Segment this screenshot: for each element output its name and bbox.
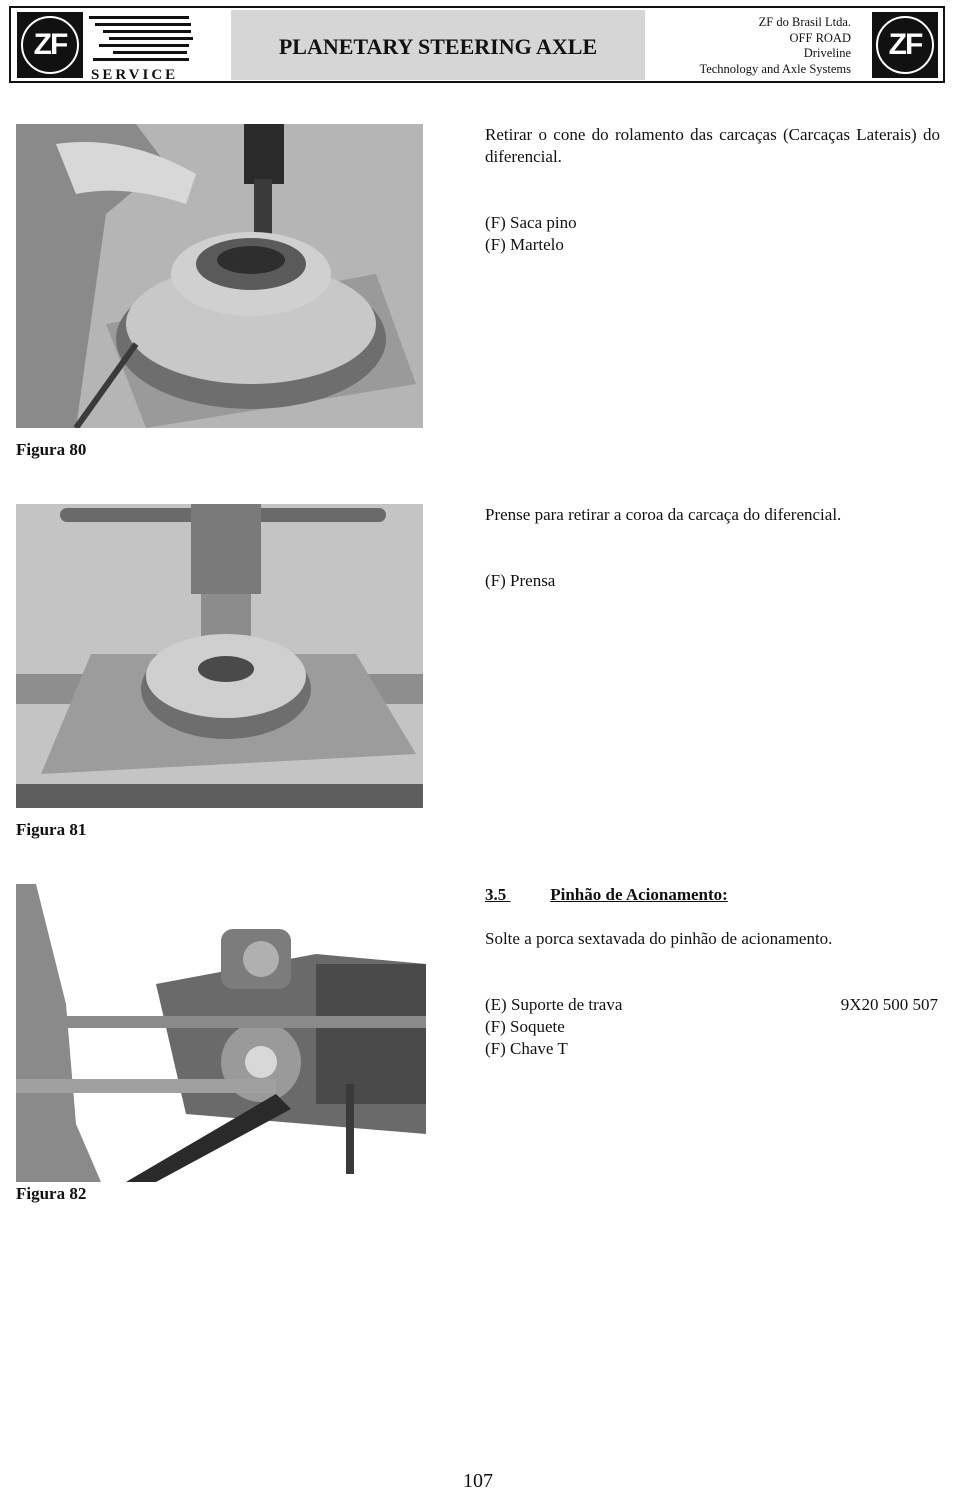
instruction-figure-81: Prense para retirar a coroa da carcaça do diferencial. [485,505,842,524]
zf-logo-icon: ZF [17,12,83,78]
page-header [9,6,945,83]
photo-figure-80 [16,124,423,428]
tool-code: 9X20 500 507 [840,995,938,1014]
tool-label: (F) Soquete [485,1017,565,1036]
tool-list-figure-80 [485,212,940,256]
figure-caption-80: Figura 80 [16,440,87,459]
zf-logo-right [872,12,938,78]
figure-caption-82: Figura 82 [16,1184,87,1203]
section-number: 3.5 [485,885,507,904]
instruction-figure-82: Solte a porca sextavada do pinhão de acionamento. [485,929,833,948]
instruction-figure-80: Retirar o cone do rolamento das carcaças (Carcaças Laterais) do diferencial. [485,125,940,166]
page-number: 107 [463,1470,493,1492]
zf-service-logo [17,12,229,83]
tool-item [485,994,938,1016]
company-line: ZF do Brasil Ltda. [758,15,851,29]
photo-figure-82 [16,884,426,1182]
service-label: SERVICE [91,67,179,83]
zf-logo-icon: ZF [872,12,938,78]
section-heading [485,884,940,906]
page-title: PLANETARY STEERING AXLE [278,34,598,59]
title-box [231,10,645,80]
tool-item [485,1038,938,1060]
figure-caption-81: Figura 81 [16,820,87,839]
tool-item: (F) Martelo [485,235,564,254]
tool-label: (F) Chave T [485,1039,568,1058]
photo-figure-81 [16,504,423,808]
company-line: Technology and Axle Systems [699,61,851,76]
tool-item: (F) Saca pino [485,213,577,232]
section-title: Pinhão de Acionamento: [550,885,728,904]
company-line: OFF ROAD [789,30,851,45]
company-info [699,15,851,77]
tool-list-figure-81 [485,570,940,592]
speed-lines-icon [89,14,193,66]
tool-item [485,1016,938,1038]
tool-item: (F) Prensa [485,571,556,590]
tool-list-figure-82 [485,994,938,1060]
tool-label: (E) Suporte de trava [485,995,623,1014]
company-line: Driveline [803,46,851,60]
